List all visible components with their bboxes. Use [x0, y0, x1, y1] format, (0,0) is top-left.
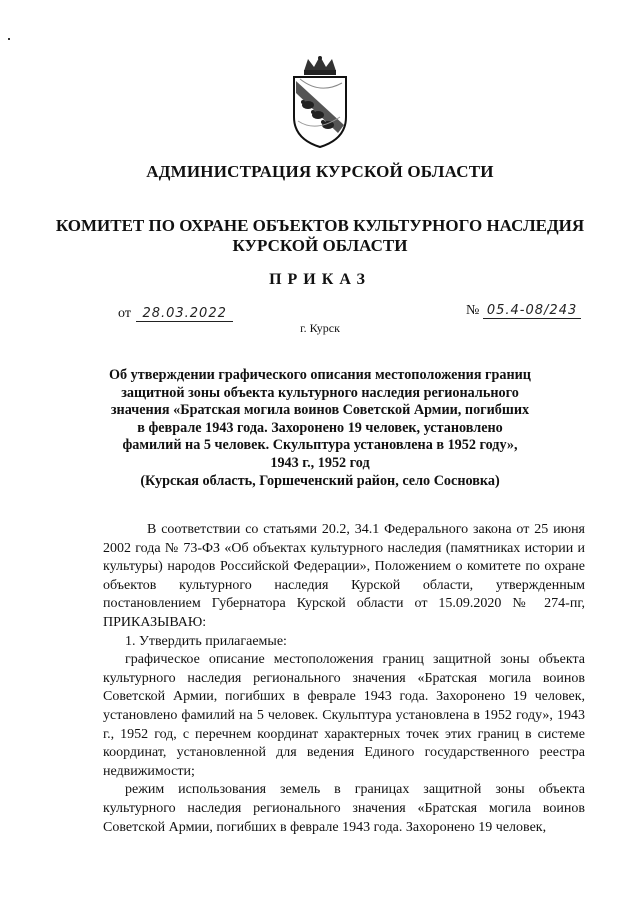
- subject-line: 1943 г., 1952 год: [270, 454, 370, 471]
- document-type: ПРИКАЗ: [269, 271, 371, 288]
- subject-line: защитной зоны объекта культурного наследия регионального: [121, 384, 519, 401]
- subject-line: в феврале 1943 года. Захоронено 19 человек, установлено: [137, 419, 503, 436]
- committee-title: [0, 216, 640, 256]
- subject-line: значения «Братская могила воинов Советской Армии, погибших: [110, 402, 530, 419]
- body-item: 1. Утвердить прилагаемые:: [125, 633, 287, 649]
- administration-title: АДМИНИСТРАЦИЯ КУРСКОЙ ОБЛАСТИ: [146, 162, 494, 181]
- number-handwritten: 05.4-08/243: [483, 303, 581, 319]
- body-paragraph: графическое описание местоположения границ защитной зоны объекта культурного наследия регионального значения «Братская могила воинов Советской Армии, погибших в феврале 1943 года. Захоронено 19 человек, установлено фамилий на 5 человек. Скульптура установлена в 1952 году», 1943 г., 1952 год, с перечнем координат характерных точек этих границ в системе координат, установленной для ведения Единого государственного реестра недвижимости;: [103, 652, 585, 779]
- scan-mark: [8, 38, 10, 40]
- number-prefix: №: [466, 303, 480, 318]
- committee-title-line2: КУРСКОЙ ОБЛАСТИ: [232, 236, 408, 255]
- order-body: [103, 521, 585, 837]
- committee-title-line1: КОМИТЕТ ПО ОХРАНЕ ОБЪЕКТОВ КУЛЬТУРНОГО НАСЛЕДИЯ: [55, 216, 585, 235]
- subject-line: фамилий на 5 человек. Скульптура установлена в 1952 году»,: [122, 437, 518, 454]
- kursk-region-coat-of-arms-icon: [286, 55, 354, 149]
- date-handwritten: 28.03.2022: [136, 306, 232, 322]
- order-subject: [90, 367, 550, 490]
- body-paragraph: режим использования земель в границах защитной зоны объекта культурного наследия регионального значения «Братская могила воинов Советской Армии, погибших в феврале 1943 года. Захоронено 19 человек,: [103, 782, 585, 835]
- city: г. Курск: [300, 321, 340, 335]
- subject-line: (Курская область, Горшеченский район, село Сосновка): [140, 472, 500, 489]
- subject-line: Об утверждении графического описания местоположения границ: [108, 367, 531, 383]
- body-paragraph: В соответствии со статьями 20.2, 34.1 Федерального закона от 25 июня 2002 года № 73-ФЗ «Об объектах культурного наследия (памятниках истории и культуры) народов Российской Федерации», Положением о комитете по охране объектов культурного наследия Курской области, утвержденным постановлением Губернатора Курской области от 15.09.2020 № 274-пг, ПРИКАЗЫВАЮ:: [103, 522, 585, 630]
- order-date: [118, 306, 233, 322]
- date-prefix: от: [118, 306, 131, 321]
- order-number: [466, 303, 581, 319]
